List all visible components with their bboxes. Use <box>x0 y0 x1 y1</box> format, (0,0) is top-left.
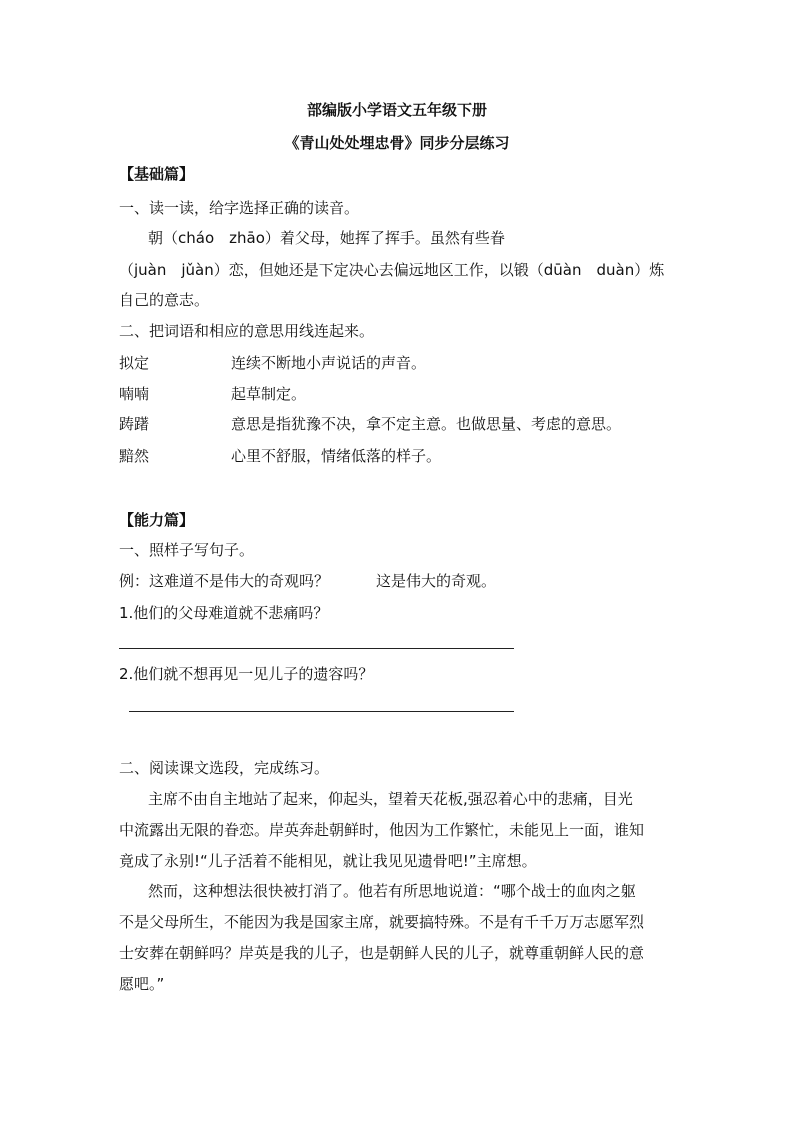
match-meaning-1: 连续不断地小声说话的声音。 <box>231 354 427 372</box>
match-meaning-4: 心里不舒服，情绪低落的样子。 <box>231 447 442 465</box>
passage-line-5: 不是父母所生，不能因为我是国家主席，就要搞特殊。不是有千千万万志愿军烈 <box>119 913 645 931</box>
basic-q1-line-2: （juàn jǔàn）恋，但她还是下定决心去偏远地区工作，以锻（dūàn duàn）炼 <box>119 261 665 279</box>
example-sentence: 例：这难道不是伟大的奇观吗？ <box>119 572 330 590</box>
basic-q1-title: 一、读一读，给字选择正确的读音。 <box>119 199 360 217</box>
ability-q1-title: 一、照样子写句子。 <box>119 541 255 559</box>
rewrite-item-2: 2.他们就不想再见一见儿子的遗容吗？ <box>119 665 374 683</box>
passage-line-6: 士安葬在朝鲜吗？岸英是我的儿子，也是朝鲜人民的儿子，就尊重朝鲜人民的意 <box>119 944 645 962</box>
answer-line-2[interactable] <box>129 711 514 712</box>
answer-line-1[interactable] <box>119 648 514 649</box>
match-meaning-3: 意思是指犹豫不决，拿不定主意。也做思量、考虑的意思。 <box>231 415 622 433</box>
passage-line-4: 然而，这种想法很快被打消了。他若有所思地说道：“哪个战士的血肉之躯 <box>148 882 636 900</box>
rewrite-item-1: 1.他们的父母难道就不悲痛吗？ <box>119 604 329 622</box>
match-word-2: 喃喃 <box>119 385 150 403</box>
document-subtitle: 《青山处处埋忠骨》同步分层练习 <box>284 134 510 152</box>
basic-q1-line-3: 自己的意志。 <box>119 291 210 309</box>
match-word-1: 拟定 <box>119 354 150 372</box>
basic-section-heading: 【基础篇】 <box>119 165 195 183</box>
example-answer: 这是伟大的奇观。 <box>376 572 497 590</box>
passage-line-7: 愿吧。” <box>119 975 165 993</box>
ability-section-heading: 【能力篇】 <box>119 511 195 529</box>
passage-line-3: 竟成了永别!“儿子活着不能相见，就让我见见遗骨吧!”主席想。 <box>119 852 537 870</box>
match-word-4: 黯然 <box>119 447 150 465</box>
match-word-3: 踌躇 <box>119 415 150 433</box>
match-meaning-2: 起草制定。 <box>231 385 307 403</box>
ability-q2-title: 二、阅读课文选段，完成练习。 <box>119 759 330 777</box>
basic-q1-line-1: 朝（cháo zhāo）着父母，她挥了挥手。虽然有些眷 <box>148 229 505 247</box>
document-title: 部编版小学语文五年级下册 <box>306 101 487 119</box>
passage-line-2: 中流露出无限的眷恋。岸英奔赴朝鲜时，他因为工作繁忙，未能见上一面，谁知 <box>119 821 645 839</box>
passage-line-1: 主席不由自主地站了起来，仰起头，望着天花板,强忍着心中的悲痛，目光 <box>148 790 633 808</box>
basic-q2-title: 二、把词语和相应的意思用线连起来。 <box>119 322 375 340</box>
